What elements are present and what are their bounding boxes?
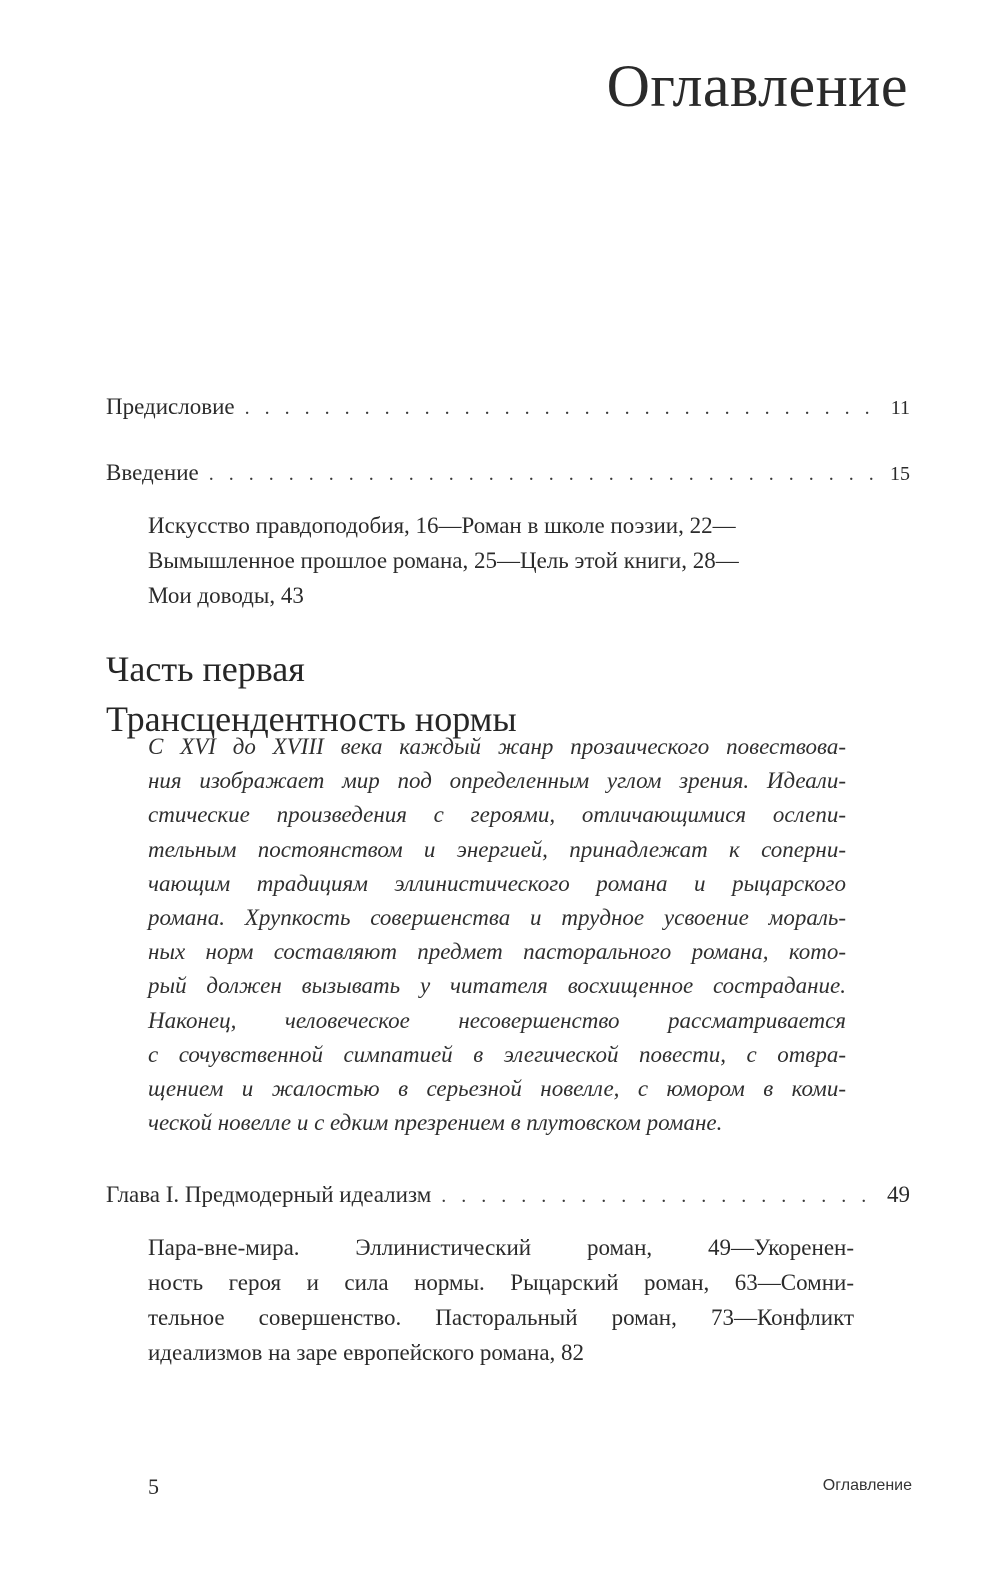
toc-entry-preface[interactable] bbox=[106, 394, 910, 426]
description-line: с сочувственной симпатией в элегической повести, с отвра- bbox=[148, 1041, 846, 1067]
description-line: ния изображает мир под определенным углом зрения. Идеали- bbox=[148, 768, 846, 794]
intro-subsections bbox=[148, 508, 868, 613]
toc-entry-label: Введение bbox=[106, 460, 199, 485]
description-line: ных норм составляют предмет пасторального романа, кото- bbox=[148, 939, 846, 965]
description-line: ческой новелле и с едким презрением в плутовском романе. bbox=[148, 1110, 723, 1136]
description-line: рый должен вызывать у читателя восхищенное сострадание. bbox=[148, 973, 846, 999]
subsection-line: идеализмов на заре европейского романа, 82 bbox=[148, 1340, 585, 1365]
page-title: Оглавление bbox=[606, 53, 908, 119]
part-title: Трансцендентность нормы bbox=[106, 699, 517, 739]
subsection-line: ность героя и сила нормы. Рыцарский роман, 63—Сомни- bbox=[148, 1270, 854, 1295]
chapter-1-subsections bbox=[148, 1230, 854, 1370]
description-line: стические произведения с героями, отличающимися ослепи- bbox=[148, 802, 846, 828]
toc-entry-chapter-1[interactable] bbox=[106, 1182, 910, 1214]
toc-entry-label: Предисловие bbox=[106, 394, 235, 419]
subsection-line: Мои доводы, 43 bbox=[148, 583, 304, 608]
description-line: чающим традициям эллинистического романа и рыцарского bbox=[148, 870, 846, 896]
page-number: 5 bbox=[148, 1474, 159, 1499]
description-line: щением и жалостью в серьезной новелле, с юмором в коми- bbox=[148, 1076, 846, 1102]
part-number: Часть первая bbox=[106, 649, 305, 689]
description-line: тельным постоянством и энергией, принадлежат к соперни- bbox=[148, 836, 846, 862]
part-heading bbox=[106, 644, 517, 744]
running-title: Оглавление bbox=[822, 1477, 912, 1494]
toc-entry-page: 11 bbox=[890, 397, 910, 419]
toc-entry-introduction[interactable] bbox=[106, 460, 910, 492]
part-description bbox=[148, 730, 846, 1140]
dot-leader bbox=[209, 463, 882, 486]
toc-entry-label: Глава I. Предмодерный идеализм bbox=[106, 1182, 432, 1207]
subsection-line: Пара-вне-мира. Эллинистический роман, 49—Укоренен- bbox=[148, 1235, 854, 1260]
dot-leader bbox=[245, 397, 883, 420]
description-line: Наконец, человеческое несовершенство рассматривается bbox=[148, 1007, 846, 1033]
description-line: романа. Хрупкость совершенства и трудное усвоение мораль- bbox=[148, 905, 846, 931]
subsection-line: тельное совершенство. Пасторальный роман, 73—Конфликт bbox=[148, 1305, 854, 1330]
subsection-line: Вымышленное прошлое романа, 25—Цель этой книги, 28— bbox=[148, 548, 739, 573]
toc-entry-page: 49 bbox=[887, 1182, 910, 1207]
dot-leader bbox=[441, 1185, 879, 1208]
subsection-line: Искусство правдоподобия, 16—Роман в школе поэзии, 22— bbox=[148, 513, 736, 538]
toc-entry-page: 15 bbox=[890, 463, 910, 485]
description-line: С XVI до XVIII века каждый жанр прозаического повествова- bbox=[148, 734, 846, 759]
